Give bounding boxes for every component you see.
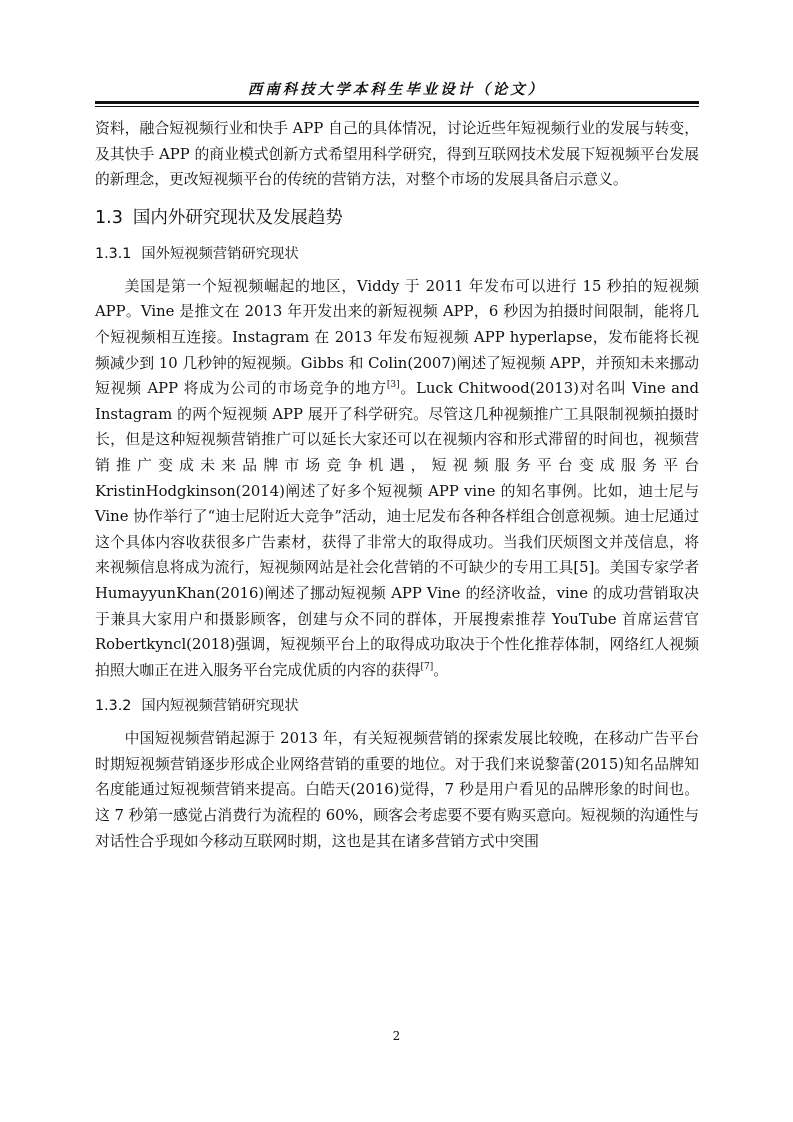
section-number: 1.3: [95, 207, 123, 228]
running-header: 西南科技大学本科生毕业设计（论文）: [247, 81, 546, 98]
subsection-heading-domestic: [95, 695, 699, 717]
intro-paragraph: 资料，融合短视频行业和快手 APP 自己的具体情况，讨论近些年短视频行业的发展与转变，及其快手 APP 的商业模式创新方式希望用科学研究，得到互联网技术发展下短视频平台发展的新理念，更改短视频平台的传统的营销方法，对整个市场的发展具备启示意义。: [95, 120, 699, 189]
subsection-title: 国外短视频营销研究现状: [141, 245, 299, 262]
domestic-research-paragraph: 中国短视频营销起源于 2013 年，有关短视频营销的探索发展比较晚，在移动广告平台时期短视频营销逐步形成企业网络营销的重要的地位。对于我们来说黎蕾(2015)知名品牌知名度能通过短视频营销来提高。白皓天(2016)觉得，7 秒是用户看见的品牌形象的时间也。这 7 秒第一感觉占消费行为流程的 60%，顾客会考虑要不要有购买意向。短视频的沟通性与对话性合乎现如今移动互联网时期，这也是其在诸多营销方式中突围: [95, 730, 699, 850]
citation-ref: [7]: [420, 661, 434, 672]
subsection-heading-foreign: [95, 243, 699, 265]
subsection-number: 1.3.1: [95, 245, 132, 262]
paragraph-text: 。: [433, 661, 449, 679]
citation-ref: [3]: [386, 380, 400, 391]
header-rule-thin: [95, 106, 699, 107]
header-rule-thick: [95, 101, 699, 104]
foreign-research-paragraph: [95, 274, 699, 684]
section-heading: [95, 205, 699, 231]
subsection-number: 1.3.2: [95, 698, 132, 715]
paragraph-text: 美国是第一个短视频崛起的地区，Viddy 于 2011 年发布可以进行 15 秒拍的短视频 APP。Vine 是推文在 2013 年开发出来的新短视频 APP，6 秒因为拍摄时间限制，能将几个短视频相互连接。Instagram 在 2013 年发布短视频 APP hyperlapse，发布能将长视频减少到 10 几秒钟的短视频。Gibbs 和 Colin(2007)阐述了短视频 APP，并预知未来挪动短视频 APP 将成为公司的市场竞争的地方: [95, 277, 699, 398]
page-number: 2: [392, 1029, 401, 1043]
section-title: 国内外研究现状及发展趋势: [132, 207, 343, 228]
subsection-title: 国内短视频营销研究现状: [141, 698, 299, 715]
document-body: [95, 116, 699, 854]
paragraph-text: 。Luck Chitwood(2013)对名叫 Vine and Instagram 的两个短视频 APP 展开了科学研究。尽管这几种视频推广工具限制视频拍摄时长，但是这种短视频营销推广可以延长大家还可以在视频内容和形式滞留的时间也，视频营销推广变成未来品牌市场竞争机遇，短视频服务平台变成服务平台 KristinHodgkinson(2014)阐述了好多个短视频 APP vine 的知名事例。比如，迪士尼与 Vine 协作举行了“迪士尼附近大竞争”活动，迪士尼发布各种各样组合创意视频。迪士尼通过这个具体内容收获很多广告素材，获得了非常大的取得成功。当我们厌烦图文并茂信息，将来视频信息将成为流行，短视频网站是社会化营销的不可缺少的专用工具[5]。美国专家学者 HumayyunKhan(2016)阐述了挪动短视频 APP Vine 的经济收益，vine 的成功营销取决于兼具大家用户和摄影顾客，创建与众不同的群体，开展搜索推荐 YouTube 首席运营官 Robertkyncl(2018)强调，短视频平台上的取得成功取决于个性化推荐体制，网络红人视频拍照大咖正在进入服务平台完成优质的内容的获得: [95, 380, 699, 679]
